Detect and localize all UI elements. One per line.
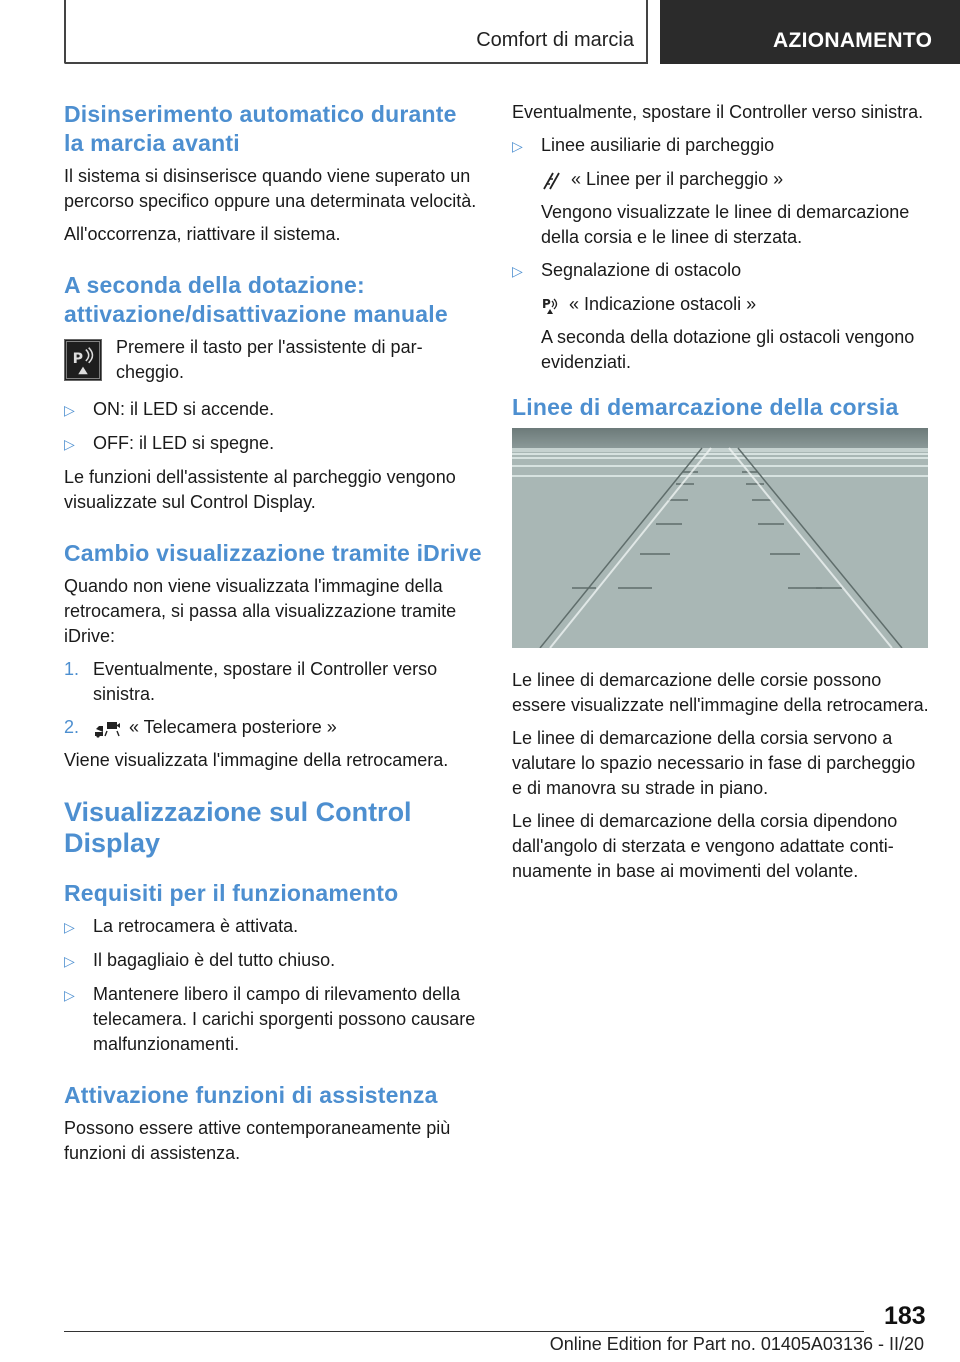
paragraph: Possono essere attive contemporaneamente più funzioni di assistenza. <box>64 1118 451 1163</box>
heading-manual-toggle: A seconda della dotazione: attivazione/disattivazione manuale <box>64 272 448 327</box>
list-item: ▷ OFF: il LED si spegne. <box>64 431 482 457</box>
menu-path: « Linee per il parcheggio » <box>541 167 930 192</box>
obstacle-marking-icon <box>541 295 561 315</box>
page-number: 183 <box>884 1302 926 1330</box>
heading-requirements: Requisiti per il funzionamento <box>64 880 399 906</box>
paragraph: Le funzioni dell'assistente al parcheggio vengono visualizzate sul Control Display. <box>64 467 456 512</box>
numbered-step: 2. « Telecamera posteriore » <box>64 717 337 737</box>
paragraph: Le linee di demarcazione della corsia servono a valutare lo spazio necessario in fase di parcheggio e di manovra su strade in piano. <box>512 728 916 798</box>
list-item: ▷ La retrocamera è attivata. <box>64 914 482 940</box>
paragraph: Quando non viene visualizzata l'immagine della retrocamera, si passa alla visualizzazione tramite iDrive: <box>64 576 457 646</box>
paragraph: Il sistema si disinserisce quando viene superato un percorso specifico oppure una determinata velocità. <box>64 166 477 211</box>
numbered-step: 1. Eventualmente, spostare il Controller verso sinistra. <box>64 659 438 704</box>
triangle-bullet-icon: ▷ <box>64 953 75 969</box>
description: A seconda della dotazione gli ostacoli vengono evidenziati. <box>541 327 915 372</box>
list-item: ▷ ON: il LED si accende. <box>64 397 482 423</box>
triangle-bullet-icon: ▷ <box>512 138 523 154</box>
menu-path: P « Indicazione ostacoli » <box>542 294 757 314</box>
paragraph: Le linee di demarcazione delle corsie possono essere visualizzate nell'immagine della retrocamera. <box>512 670 929 715</box>
footer-divider <box>64 1331 864 1332</box>
svg-text:P: P <box>542 297 551 312</box>
section-label: AZIONAMENTO <box>773 29 933 52</box>
triangle-bullet-icon: ▷ <box>64 987 75 1003</box>
chapter-title: Comfort di marcia <box>476 29 634 51</box>
paragraph: Le linee di demarcazione della corsia dipendono dall'angolo di sterzata e vengono adattate continuamente in base ai movimenti del volante. <box>512 811 898 881</box>
key-instruction-text: Premere il tasto per l'assistente di parcheggio. <box>116 337 423 382</box>
list-item: ▷ Il bagagliaio è del tutto chiuso. <box>64 948 482 974</box>
paragraph: All'occorrenza, riattivare il sistema. <box>64 224 341 244</box>
header-section-tab <box>660 0 960 64</box>
footer-edition: Online Edition for Part no. 01405A03136 - II/20 <box>549 1334 924 1354</box>
svg-text:P: P <box>72 350 84 367</box>
right-column <box>512 100 930 892</box>
list-item: ▷ Segnalazione di ostacolo <box>512 258 930 284</box>
key-instruction <box>64 335 482 385</box>
triangle-bullet-icon: ▷ <box>512 263 523 279</box>
header-chapter-box <box>64 0 648 64</box>
parking-lines-icon <box>541 170 563 190</box>
heading-lane-lines: Linee di demarcazione della corsia <box>512 394 899 420</box>
left-column <box>64 100 482 1174</box>
triangle-bullet-icon: ▷ <box>64 436 75 452</box>
heading-assist-functions: Attivazione funzioni di assistenza <box>64 1082 438 1108</box>
paragraph: Eventualmente, spostare il Controller verso sinistra. <box>512 102 924 122</box>
list-item: ▷ Linee ausiliarie di parcheggio <box>512 133 930 159</box>
paragraph: Viene visualizzata l'immagine della retrocamera. <box>64 750 449 770</box>
triangle-bullet-icon: ▷ <box>64 402 75 418</box>
triangle-bullet-icon: ▷ <box>64 919 75 935</box>
park-assist-button-icon <box>64 339 102 381</box>
description: Vengono visualizzate le linee di demarcazione della corsia e le linee di sterzata. <box>541 202 910 247</box>
rear-camera-icon <box>93 718 121 738</box>
heading-idrive-switch: Cambio visualizzazione tramite iDrive <box>64 540 482 566</box>
lane-lines-illustration <box>512 428 928 648</box>
heading-auto-disable: Disinserimento automatico durante la marcia avanti <box>64 101 457 156</box>
list-item: ▷ Mantenere libero il campo di rilevamento della telecamera. I carichi sporgenti possono causare malfunzionamenti. <box>64 982 482 1057</box>
heading-control-display: Visualizzazione sul Control Display <box>64 797 412 858</box>
